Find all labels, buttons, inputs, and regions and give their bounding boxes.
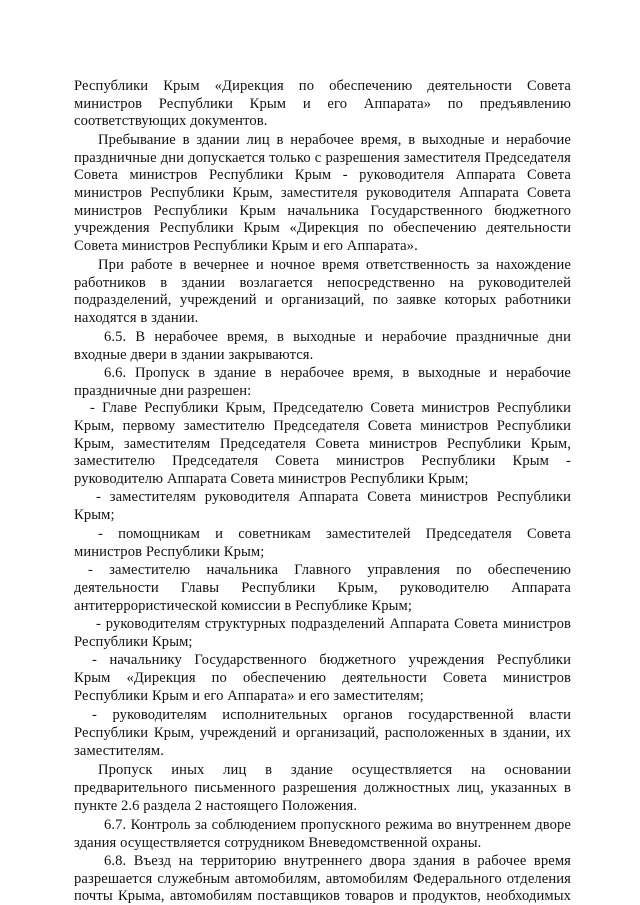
text-line: руководителю Аппарата Совета министров Республики Крым; (74, 471, 469, 487)
text-line: Пребывание в здании лиц в нерабочее время, в выходные и нерабочие (98, 132, 571, 148)
text-line: - руководителям исполнительных органов государственной власти (92, 707, 571, 723)
text-line: заместителю Председателя Совета министров Республики Крым - (74, 453, 571, 469)
text-line: министров Республики Крым и его Аппарата» по предъявлению (74, 96, 571, 112)
text-line: - заместителям руководителя Аппарата Совета министров Республики (96, 489, 571, 505)
text-line: соответствующих документов. (74, 113, 268, 129)
text-line: Крым; (74, 507, 115, 523)
text-line: антитеррористической комиссии в Республике Крым; (74, 598, 413, 614)
text-line: разрешается служебным автомобилям, автомобилям Федерального отделения (74, 871, 571, 887)
text-line: предварительного письменного разрешения должностных лиц, указанных в (74, 780, 571, 796)
text-line: - помощникам и советникам заместителей Председателя Совета (98, 526, 571, 542)
text-line: 6.8. Въезд на территорию внутреннего двора здания в рабочее время (104, 853, 571, 869)
text-line: Республики Крым и его Аппарата» и его заместителям; (74, 688, 424, 704)
text-line: 6.6. Пропуск в здание в нерабочее время, в выходные и нерабочие (104, 365, 571, 381)
text-line: Пропуск иных лиц в здание осуществляется на основании (98, 762, 571, 778)
text-line: Республики Крым; (74, 634, 193, 650)
text-line: Совета министров Республики Крым и его Аппарата». (74, 238, 418, 254)
text-line: входные двери в здании закрываются. (74, 347, 314, 363)
text-line: - заместителю начальника Главного управления по обеспечению (88, 562, 571, 578)
text-line: министров Республики Крым; (74, 544, 265, 560)
text-line: деятельности Главы Республики Крым, руководителю Аппарата (74, 580, 571, 596)
text-line: праздничные дни разрешен: (74, 383, 252, 399)
text-line: Крым, первому заместителю Председателя Совета министров Республики (74, 418, 571, 434)
text-line: - руководителям структурных подразделений Аппарата Совета министров (96, 616, 571, 632)
text-line: министров Республики Крым начальника Государственного бюджетного (74, 203, 571, 219)
text-line: - начальнику Государственного бюджетного учреждения Республики (92, 652, 571, 668)
text-line: пункте 2.6 раздела 2 настоящего Положения. (74, 798, 358, 814)
text-line: Республики Крым «Дирекция по обеспечению деятельности Совета (74, 78, 571, 94)
text-line: учреждения Республики Крым «Дирекция по обеспечению деятельности (74, 220, 571, 236)
text-line: подразделений, учреждений и организаций, по заявке которых работники (74, 292, 571, 308)
text-line: здания осуществляется сотрудником Вневедомственной охраны. (74, 835, 482, 851)
text-line: почты Крыма, автомобилям поставщиков товаров и продуктов, необходимых (74, 888, 571, 904)
text-line: Крым «Дирекция по обеспечению деятельности Совета министров (74, 670, 571, 686)
text-line: находятся в здании. (74, 310, 199, 326)
text-line: работников в здании возлагается непосредственно на руководителей (74, 275, 571, 291)
text-line: праздничные дни допускается только с разрешения заместителя Председателя (74, 150, 571, 166)
text-line: Республики Крым, учреждений и организаций, расположенных в здании, их (74, 725, 571, 741)
text-line: - Главе Республики Крым, Председателю Совета министров Республики (90, 400, 571, 416)
text-line: 6.7. Контроль за соблюдением пропускного режима во внутреннем дворе (104, 817, 571, 833)
text-line: министров Республики Крым, заместителя руководителя Аппарата Совета (74, 185, 571, 201)
text-line: 6.5. В нерабочее время, в выходные и нерабочие праздничные дни (104, 329, 571, 345)
text-line: Крым, заместителям Председателя Совета министров Республики Крым, (74, 436, 571, 452)
text-line: При работе в вечернее и ночное время ответственность за нахождение (98, 257, 571, 273)
text-line: Совета министров Республики Крым - руководителя Аппарата Совета (74, 167, 571, 183)
text-line: заместителям. (74, 743, 165, 759)
